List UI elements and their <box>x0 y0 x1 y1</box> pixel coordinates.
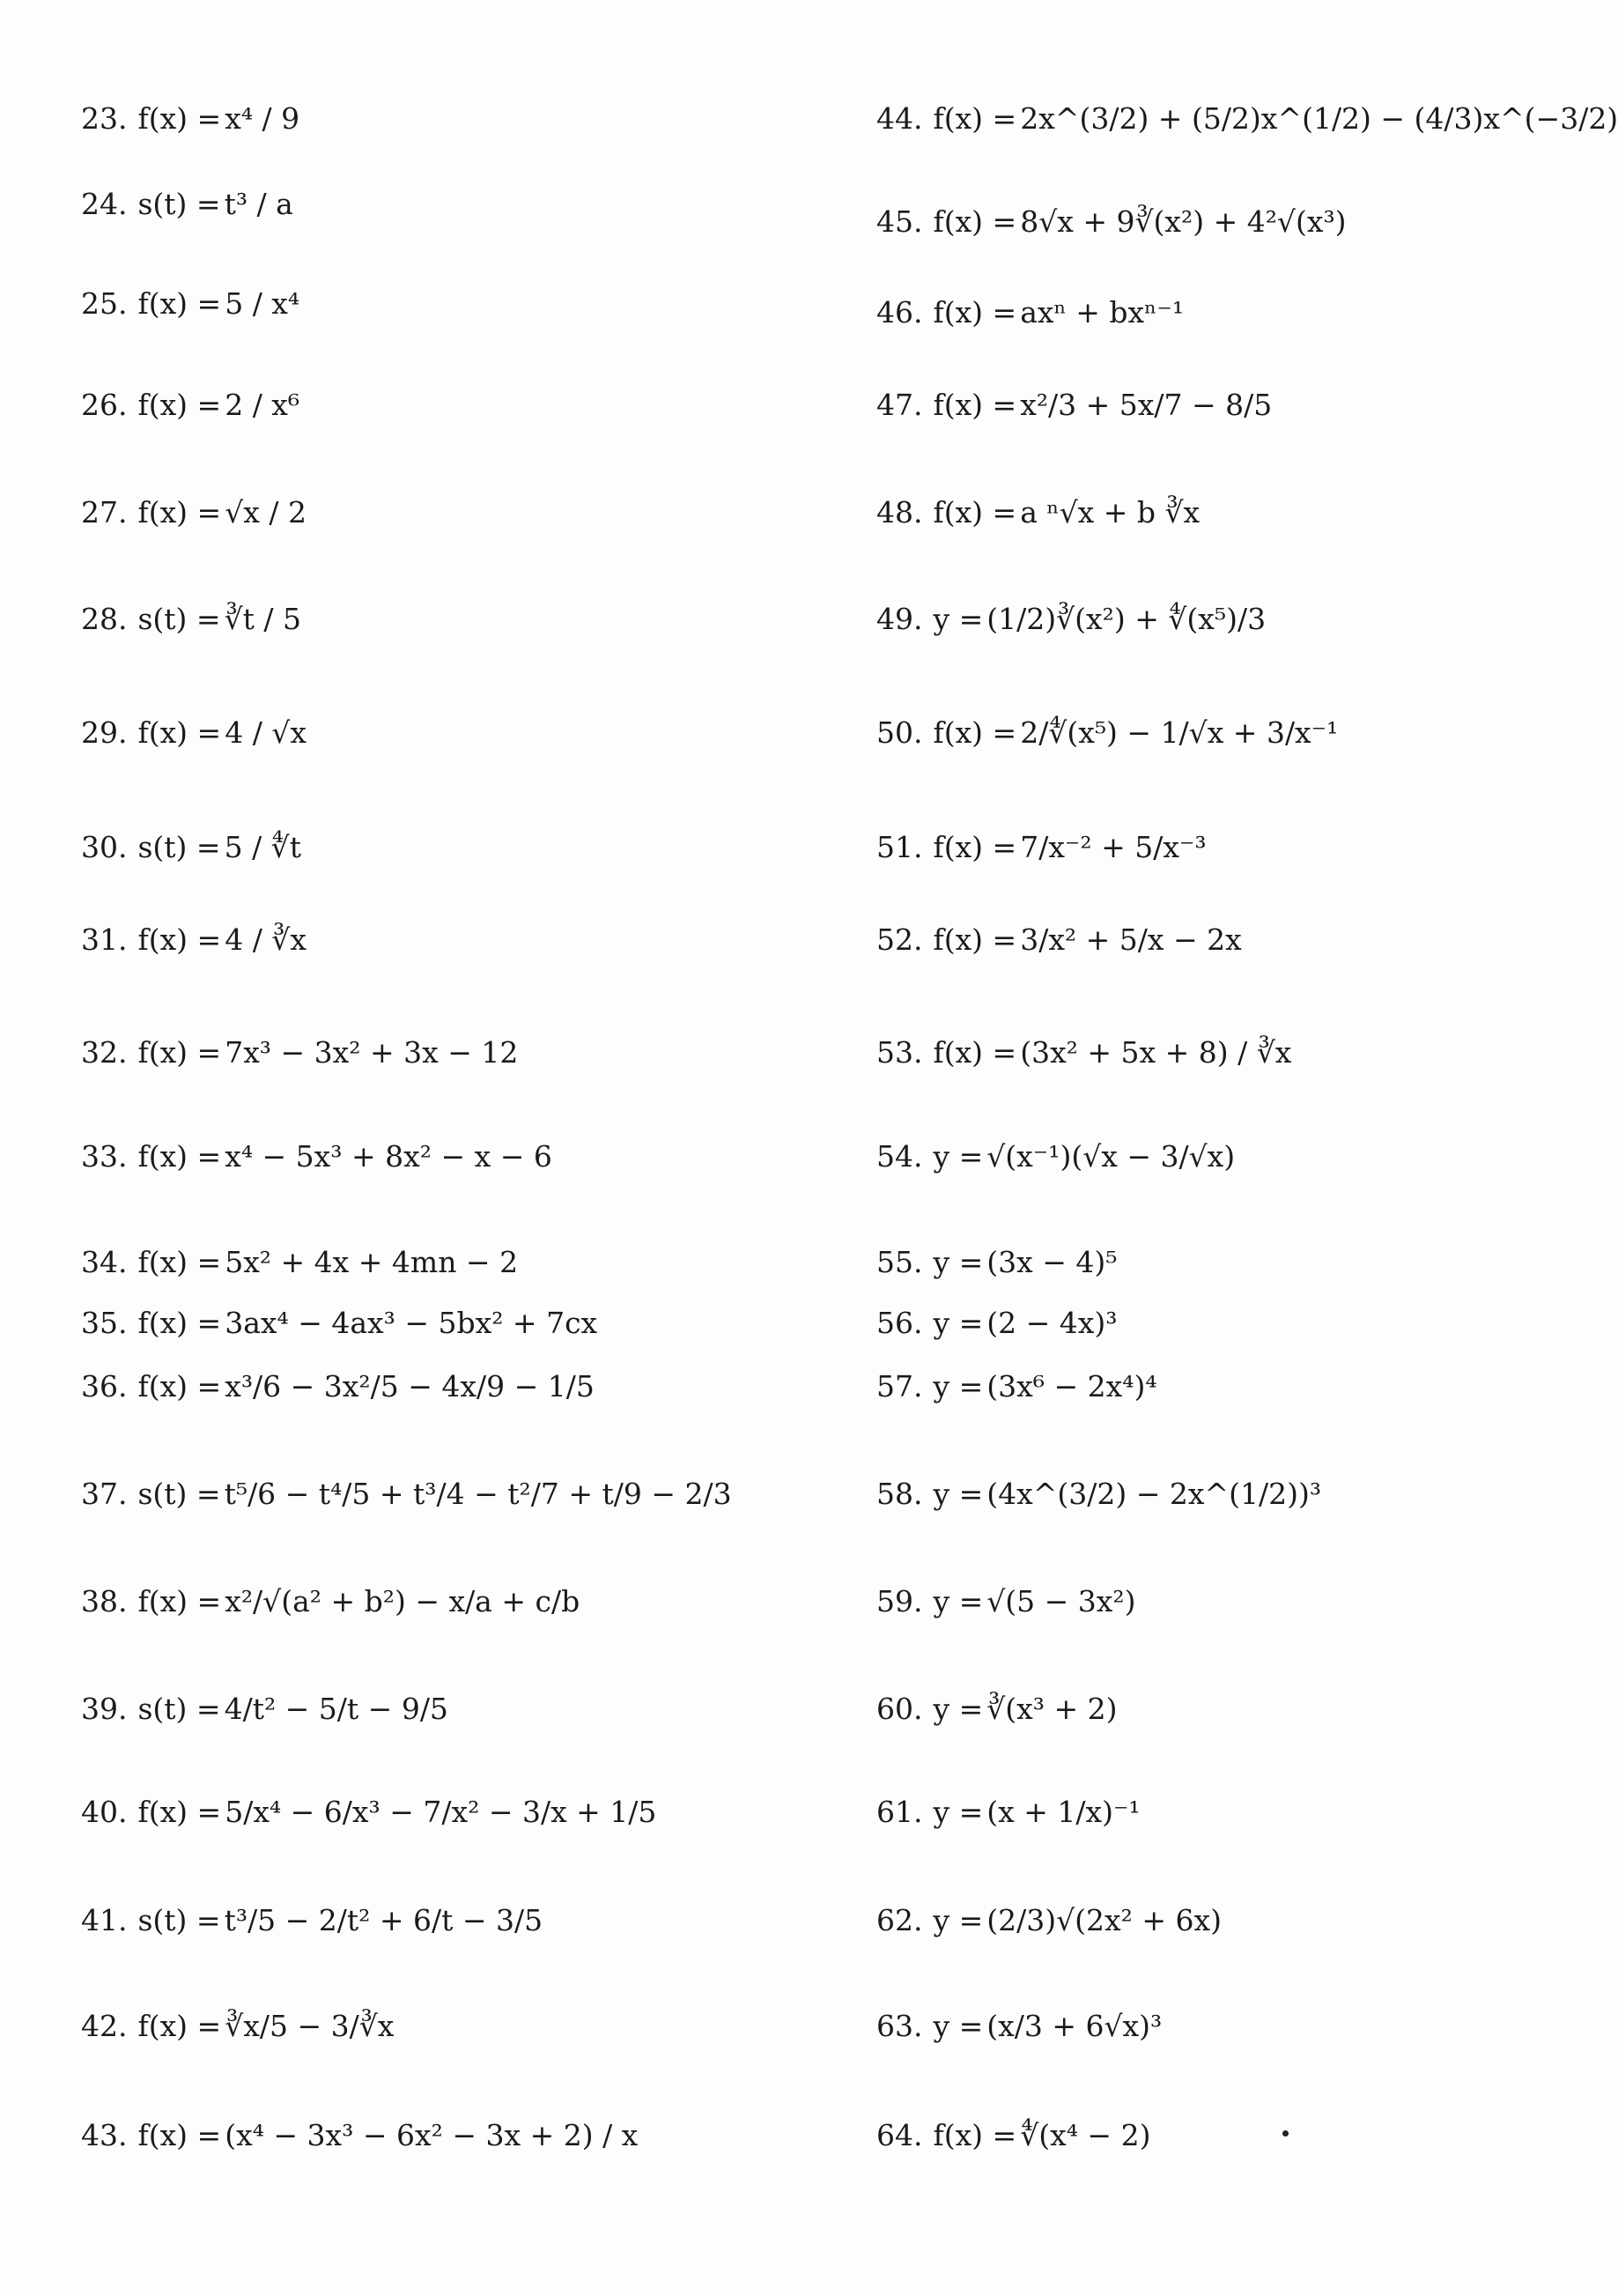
function-expression: x²/3 + 5x/7 − 8/5 <box>1020 388 1273 422</box>
function-expression: 4 / ∛x <box>225 922 307 957</box>
problem-number: 26. <box>81 388 128 422</box>
problem-number: 38. <box>81 1584 128 1618</box>
problem-number: 46. <box>876 295 923 330</box>
problem-47 <box>876 388 1273 422</box>
problem-number: 29. <box>81 715 128 750</box>
problem-33 <box>81 1139 552 1174</box>
function-name: f(x) = <box>933 715 1017 750</box>
function-name: y = <box>933 1477 984 1511</box>
function-name: f(x) = <box>137 1035 222 1070</box>
function-expression: 5/x⁴ − 6/x³ − 7/x² − 3/x + 1/5 <box>225 1795 657 1829</box>
function-expression: (3x² + 5x + 8) / ∛x <box>1020 1035 1292 1070</box>
problem-number: 59. <box>876 1584 923 1618</box>
function-expression: 7/x⁻² + 5/x⁻³ <box>1020 830 1207 864</box>
problem-59 <box>876 1584 1136 1618</box>
problem-31 <box>81 922 307 957</box>
function-name: y = <box>933 602 984 636</box>
function-expression: (1/2)∛(x²) + ∜(x⁵)/3 <box>986 602 1267 636</box>
problem-44 <box>876 101 1618 136</box>
function-expression: x²/√(a² + b²) − x/a + c/b <box>225 1584 580 1618</box>
problem-number: 53. <box>876 1035 923 1070</box>
problem-number: 52. <box>876 922 923 957</box>
function-name: f(x) = <box>933 830 1017 864</box>
problem-38 <box>81 1584 580 1618</box>
problem-number: 47. <box>876 388 923 422</box>
function-name: y = <box>933 1369 984 1404</box>
function-expression: t³/5 − 2/t² + 6/t − 3/5 <box>224 1903 543 1937</box>
function-name: f(x) = <box>137 1584 222 1618</box>
problem-53 <box>876 1035 1292 1070</box>
function-expression: x⁴ / 9 <box>225 101 300 136</box>
function-name: s(t) = <box>137 1477 221 1511</box>
problem-60 <box>876 1692 1118 1726</box>
problem-26 <box>81 388 300 422</box>
function-name: s(t) = <box>137 187 221 221</box>
function-expression: 5 / x⁴ <box>225 286 300 321</box>
problem-number: 55. <box>876 1245 923 1279</box>
problem-number: 64. <box>876 2118 923 2152</box>
function-expression: 7x³ − 3x² + 3x − 12 <box>225 1035 519 1070</box>
problem-number: 62. <box>876 1903 923 1937</box>
problem-number: 50. <box>876 715 923 750</box>
function-expression: √(5 − 3x²) <box>986 1584 1136 1618</box>
function-expression: 3ax⁴ − 4ax³ − 5bx² + 7cx <box>225 1306 598 1340</box>
problem-56 <box>876 1306 1118 1340</box>
problem-23 <box>81 101 300 136</box>
function-expression: 2x^(3/2) + (5/2)x^(1/2) − (4/3)x^(−3/2) <box>1020 101 1618 136</box>
problem-36 <box>81 1369 595 1404</box>
problem-number: 44. <box>876 101 923 136</box>
problem-number: 39. <box>81 1692 128 1726</box>
function-expression: ∛x/5 − 3/∛x <box>225 2009 395 2043</box>
function-name: f(x) = <box>933 204 1017 239</box>
function-name: f(x) = <box>933 922 1017 957</box>
function-name: f(x) = <box>137 1139 222 1174</box>
function-name: f(x) = <box>137 1795 222 1829</box>
problem-number: 35. <box>81 1306 128 1340</box>
problem-34 <box>81 1245 519 1279</box>
function-expression: (2 − 4x)³ <box>986 1306 1118 1340</box>
function-name: f(x) = <box>933 388 1017 422</box>
problem-58 <box>876 1477 1322 1511</box>
problem-24 <box>81 187 293 221</box>
function-expression: axⁿ + bxⁿ⁻¹ <box>1020 295 1185 330</box>
function-name: f(x) = <box>137 286 222 321</box>
function-name: y = <box>933 1306 984 1340</box>
function-name: f(x) = <box>933 101 1017 136</box>
function-name: y = <box>933 1139 984 1174</box>
function-name: f(x) = <box>933 495 1017 530</box>
function-expression: (3x⁶ − 2x⁴)⁴ <box>986 1369 1157 1404</box>
function-name: f(x) = <box>137 1245 222 1279</box>
problem-number: 33. <box>81 1139 128 1174</box>
function-name: f(x) = <box>933 2118 1017 2152</box>
problem-46 <box>876 295 1185 330</box>
problem-number: 49. <box>876 602 923 636</box>
function-expression: (x/3 + 6√x)³ <box>986 2009 1163 2043</box>
function-name: f(x) = <box>137 1306 222 1340</box>
function-expression: 2/∜(x⁵) − 1/√x + 3/x⁻¹ <box>1020 715 1339 750</box>
function-expression: (4x^(3/2) − 2x^(1/2))³ <box>986 1477 1322 1511</box>
problem-37 <box>81 1477 732 1511</box>
problem-48 <box>876 495 1201 530</box>
problem-number: 32. <box>81 1035 128 1070</box>
function-name: y = <box>933 1245 984 1279</box>
problem-29 <box>81 715 307 750</box>
problem-39 <box>81 1692 448 1726</box>
function-expression: √(x⁻¹)(√x − 3/√x) <box>986 1139 1236 1174</box>
problem-30 <box>81 830 301 864</box>
function-expression: x⁴ − 5x³ + 8x² − x − 6 <box>225 1139 552 1174</box>
problem-57 <box>876 1369 1157 1404</box>
function-name: s(t) = <box>137 830 221 864</box>
problem-50 <box>876 715 1339 750</box>
stray-dot <box>1282 2130 1289 2137</box>
function-expression: 3/x² + 5/x − 2x <box>1020 922 1242 957</box>
function-name: y = <box>933 1903 984 1937</box>
problem-number: 51. <box>876 830 923 864</box>
function-name: f(x) = <box>137 388 222 422</box>
problem-number: 25. <box>81 286 128 321</box>
problem-27 <box>81 495 307 530</box>
problem-45 <box>876 204 1347 239</box>
problem-number: 30. <box>81 830 128 864</box>
function-name: f(x) = <box>137 495 222 530</box>
function-expression: ∛t / 5 <box>224 602 301 636</box>
function-expression: ∜(x⁴ − 2) <box>1020 2118 1151 2152</box>
problem-number: 37. <box>81 1477 128 1511</box>
function-name: f(x) = <box>137 101 222 136</box>
function-name: y = <box>933 1795 984 1829</box>
function-expression: (x + 1/x)⁻¹ <box>986 1795 1141 1829</box>
function-name: f(x) = <box>933 295 1017 330</box>
function-expression: x³/6 − 3x²/5 − 4x/9 − 1/5 <box>225 1369 595 1404</box>
problem-32 <box>81 1035 519 1070</box>
problem-41 <box>81 1903 543 1937</box>
problem-number: 54. <box>876 1139 923 1174</box>
function-expression: 5x² + 4x + 4mn − 2 <box>225 1245 519 1279</box>
function-name: f(x) = <box>933 1035 1017 1070</box>
function-expression: 8√x + 9∛(x²) + 4²√(x³) <box>1020 204 1347 239</box>
problem-52 <box>876 922 1242 957</box>
problem-number: 43. <box>81 2118 128 2152</box>
problem-28 <box>81 602 301 636</box>
function-name: s(t) = <box>137 602 221 636</box>
function-expression: 5 / ∜t <box>224 830 301 864</box>
function-name: f(x) = <box>137 2009 222 2043</box>
function-name: f(x) = <box>137 715 222 750</box>
function-name: s(t) = <box>137 1903 221 1937</box>
problem-number: 31. <box>81 922 128 957</box>
problem-number: 60. <box>876 1692 923 1726</box>
function-expression: (3x − 4)⁵ <box>986 1245 1118 1279</box>
function-expression: (2/3)√(2x² + 6x) <box>986 1903 1222 1937</box>
problem-49 <box>876 602 1267 636</box>
problem-62 <box>876 1903 1222 1937</box>
problem-35 <box>81 1306 598 1340</box>
problem-number: 56. <box>876 1306 923 1340</box>
problem-63 <box>876 2009 1163 2043</box>
function-expression: t⁵/6 − t⁴/5 + t³/4 − t²/7 + t/9 − 2/3 <box>224 1477 732 1511</box>
function-expression: (x⁴ − 3x³ − 6x² − 3x + 2) / x <box>225 2118 639 2152</box>
problem-54 <box>876 1139 1236 1174</box>
problem-51 <box>876 830 1207 864</box>
function-expression: 4 / √x <box>225 715 307 750</box>
function-name: y = <box>933 1692 984 1726</box>
problem-number: 61. <box>876 1795 923 1829</box>
function-expression: 2 / x⁶ <box>225 388 300 422</box>
function-name: y = <box>933 2009 984 2043</box>
problem-number: 42. <box>81 2009 128 2043</box>
problem-number: 27. <box>81 495 128 530</box>
problem-number: 57. <box>876 1369 923 1404</box>
problem-number: 63. <box>876 2009 923 2043</box>
function-expression: a ⁿ√x + b ∛x <box>1020 495 1201 530</box>
problem-number: 41. <box>81 1903 128 1937</box>
problem-number: 40. <box>81 1795 128 1829</box>
problem-number: 45. <box>876 204 923 239</box>
problem-number: 23. <box>81 101 128 136</box>
problem-number: 28. <box>81 602 128 636</box>
problem-number: 48. <box>876 495 923 530</box>
function-expression: 4/t² − 5/t − 9/5 <box>224 1692 448 1726</box>
function-name: s(t) = <box>137 1692 221 1726</box>
problem-number: 24. <box>81 187 128 221</box>
problem-number: 34. <box>81 1245 128 1279</box>
function-name: f(x) = <box>137 2118 222 2152</box>
problem-61 <box>876 1795 1141 1829</box>
function-name: f(x) = <box>137 1369 222 1404</box>
problem-number: 58. <box>876 1477 923 1511</box>
problem-64 <box>876 2118 1151 2152</box>
problem-number: 36. <box>81 1369 128 1404</box>
problem-42 <box>81 2009 395 2043</box>
function-name: f(x) = <box>137 922 222 957</box>
function-expression: t³ / a <box>224 187 293 221</box>
problem-43 <box>81 2118 639 2152</box>
function-expression: ∛(x³ + 2) <box>986 1692 1118 1726</box>
problem-40 <box>81 1795 657 1829</box>
function-name: y = <box>933 1584 984 1618</box>
problem-55 <box>876 1245 1118 1279</box>
problem-25 <box>81 286 300 321</box>
function-expression: √x / 2 <box>225 495 307 530</box>
